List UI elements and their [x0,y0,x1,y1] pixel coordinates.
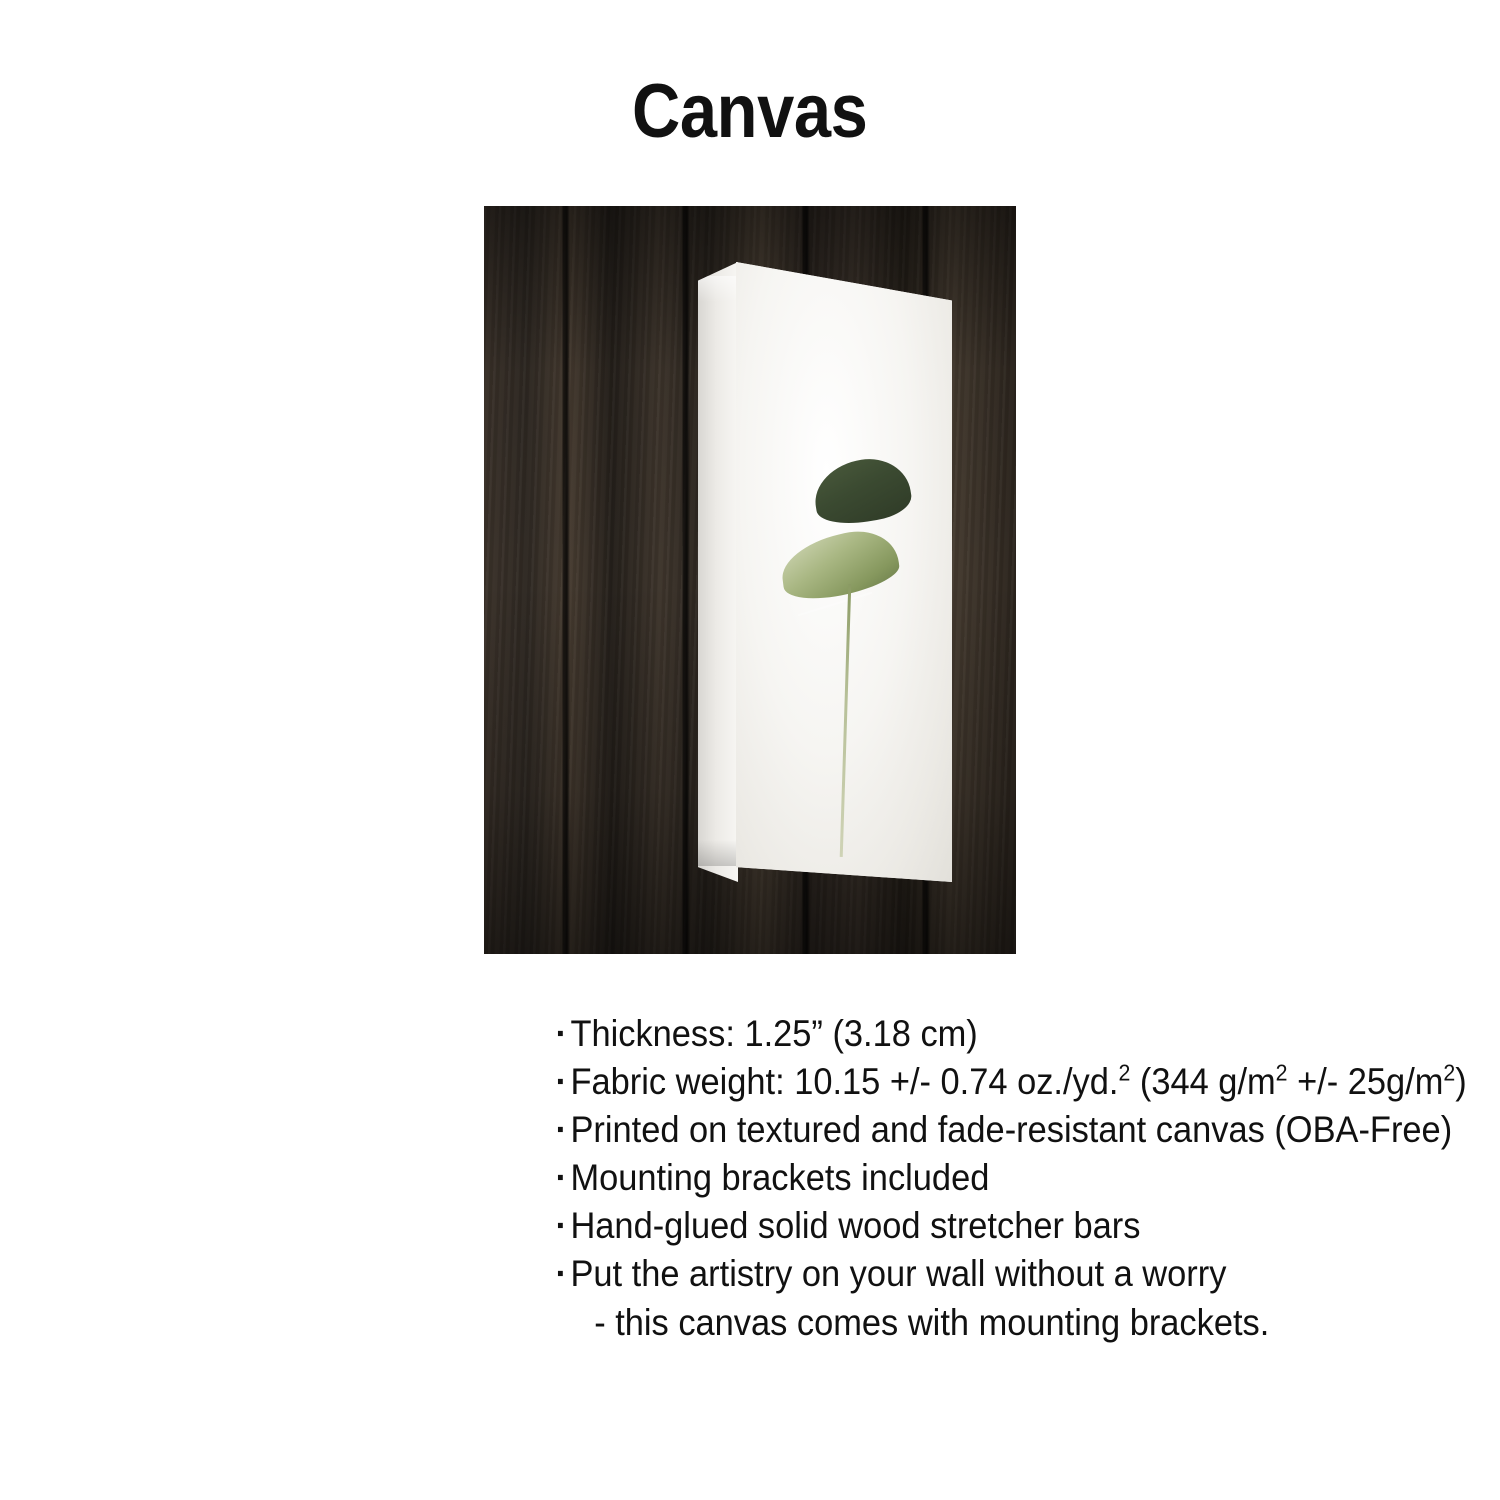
leaf-lower-light [779,522,901,608]
spec-worry-free-continuation: - this canvas comes with mounting brackets. [594,1301,1270,1343]
list-item [557,1010,1206,1058]
list-item [557,1106,1453,1154]
bullet-icon: ▪ [557,1022,564,1045]
product-image [484,206,1016,954]
spec-worry-free: Put the artistry on your wall without a worry [570,1253,1227,1295]
canvas-corner-fold-top [698,276,738,302]
list-item [557,1058,1467,1106]
spec-mounting-brackets: Mounting brackets included [570,1157,990,1199]
page-title: Canvas [632,69,868,154]
spec-print-quality: Printed on textured and fade-resistant canvas (OBA-Free) [570,1109,1453,1151]
bullet-icon: ▪ [557,1118,564,1142]
leaf-upper-dark [809,453,914,529]
canvas-front-face [736,262,952,882]
canvas-edge-side [698,262,738,882]
leaf-artwork [736,262,952,882]
spec-thickness: Thickness: 1.25” (3.18 cm) [570,1013,978,1054]
leaf-stem [840,584,852,857]
bullet-icon: ▪ [557,1214,564,1238]
spec-fabric-weight: Fabric weight: 10.15 +/- 0.74 oz./yd.$^2$ (344 $g/m^2$ +/- $25g/m^2$) [570,1059,1467,1103]
spec-stretcher-bars: Hand-glued solid wood stretcher bars [570,1205,1141,1247]
list-item [557,1250,1227,1298]
bullet-icon: ▪ [557,1070,564,1094]
bullet-icon: ▪ [557,1166,564,1190]
canvas-print [698,262,952,882]
bullet-icon: ▪ [557,1262,564,1286]
spec-list [245,1010,1467,1347]
canvas-corner-fold-bottom [698,840,738,866]
list-item [557,1154,1206,1202]
list-item [557,1202,1206,1250]
